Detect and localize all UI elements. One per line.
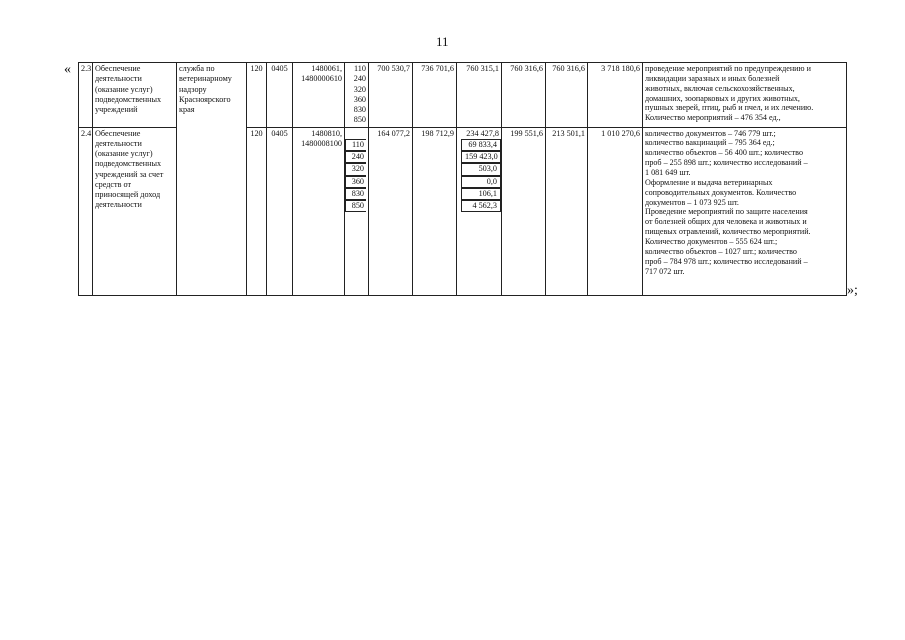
row-number: 2.3: [79, 63, 93, 128]
result-line: от болезней общих для человека и животных и: [645, 217, 807, 227]
amount-year-2: 736 701,6: [413, 63, 457, 128]
result-line: количество объектов – 1027 шт.; количество: [645, 246, 797, 256]
result-line: пищевых отравлений, количество мероприятий.: [645, 227, 811, 237]
result-line: сопроводительных документов. Количество: [645, 187, 797, 197]
result-line: 1 081 649 шт.: [645, 167, 691, 177]
result-line: Количество мероприятий – 476 354 ед.,: [645, 113, 781, 123]
result-line: количество объектов – 56 400 шт.; количество: [645, 148, 803, 158]
result-line: животных, включая сельскохозяйственных,: [645, 83, 795, 93]
result-line: количество документов – 746 779 шт.;: [645, 128, 776, 138]
result-line: домашних, зоопарковых и других животных,: [645, 93, 800, 103]
amount-value: 159 423,0: [461, 151, 501, 163]
amount-total: 3 718 180,6: [588, 63, 643, 128]
amount-year-4: 199 551,6: [502, 127, 546, 296]
result-line: проб – 784 978 шт.; количество исследований –: [645, 256, 808, 266]
vr-code: 110: [345, 139, 366, 151]
vr-code: 320: [345, 163, 366, 175]
result-line: проведение мероприятий по предупреждению и: [645, 64, 811, 73]
result-line: Оформление и выдача ветеринарных: [645, 177, 773, 187]
amount-year-5: 213 501,1: [546, 127, 588, 296]
amount-value: 106,1: [461, 188, 501, 200]
vr-code: 360: [345, 176, 366, 188]
page-number: 11: [436, 34, 449, 49]
vr-code: 850: [353, 115, 366, 125]
table-row: [79, 63, 847, 128]
vr-code-list: [345, 63, 369, 128]
result-line: документов – 1 073 925 шт.: [645, 197, 739, 207]
grbs-code: 120: [247, 127, 267, 296]
amount-value: 503,0: [461, 163, 501, 175]
opening-quote-mark: «: [64, 62, 71, 77]
csr-code: 1480061, 1480000610: [293, 63, 345, 128]
amount-value: 234 427,8: [466, 128, 499, 138]
result-line: ликвидации заразных и иных болезней: [645, 73, 780, 83]
closing-quote-mark: »;: [847, 283, 858, 298]
grbs-code: 120: [247, 63, 267, 128]
amount-value: 0,0: [461, 176, 501, 188]
vr-code: [345, 129, 366, 139]
vr-code: 360: [353, 94, 366, 104]
row-number: 2.4: [79, 127, 93, 296]
vr-code: 830: [345, 188, 366, 200]
expected-result: [643, 63, 847, 128]
vr-code: 830: [353, 105, 366, 114]
vr-code: 240: [345, 151, 366, 163]
measure-name: Обеспечение деятельности (оказание услуг) подведомственных учреждений за счет средств от приносящей доход деятельности: [93, 127, 177, 296]
amount-year-2: 198 712,9: [413, 127, 457, 296]
amount-value: 760 315,1: [466, 64, 499, 73]
expected-result: [643, 127, 847, 296]
amount-total: 1 010 270,6: [588, 127, 643, 296]
amount-year-3: [457, 63, 502, 128]
budget-table: [78, 62, 847, 296]
executor-name: служба по ветеринарному надзору Красноярского края: [177, 63, 247, 296]
rzpr-code: 0405: [267, 63, 293, 128]
rzpr-code: 0405: [267, 127, 293, 296]
result-line: 717 072 шт.: [645, 266, 685, 276]
vr-code-list: [345, 127, 369, 296]
amount-year-1: 700 530,7: [369, 63, 413, 128]
amount-value: 69 833,4: [461, 139, 501, 151]
vr-code: 320: [353, 84, 366, 94]
amount-year-5: 760 316,6: [546, 63, 588, 128]
csr-code: 1480810, 1480008100: [293, 127, 345, 296]
amount-year-4: 760 316,6: [502, 63, 546, 128]
vr-code: 850: [345, 200, 366, 212]
result-line: количество вакцинаций – 795 364 ед.;: [645, 138, 775, 148]
result-line: проб – 255 898 шт.; количество исследований –: [645, 158, 808, 168]
result-line: пушных зверей, птиц, рыб и пчел, и их лечению.: [645, 103, 814, 113]
measure-name: Обеспечение деятельности (оказание услуг) подведомственных учреждений: [93, 63, 177, 128]
vr-code: 240: [353, 74, 366, 84]
amount-value: 4 562,3: [461, 200, 501, 212]
amount-year-1: 164 077,2: [369, 127, 413, 296]
result-line: Количество документов – 555 624 шт.;: [645, 236, 778, 246]
amount-year-3: [457, 127, 502, 296]
result-line: Проведение мероприятий по защите населения: [645, 207, 808, 217]
vr-code: 110: [354, 64, 366, 73]
